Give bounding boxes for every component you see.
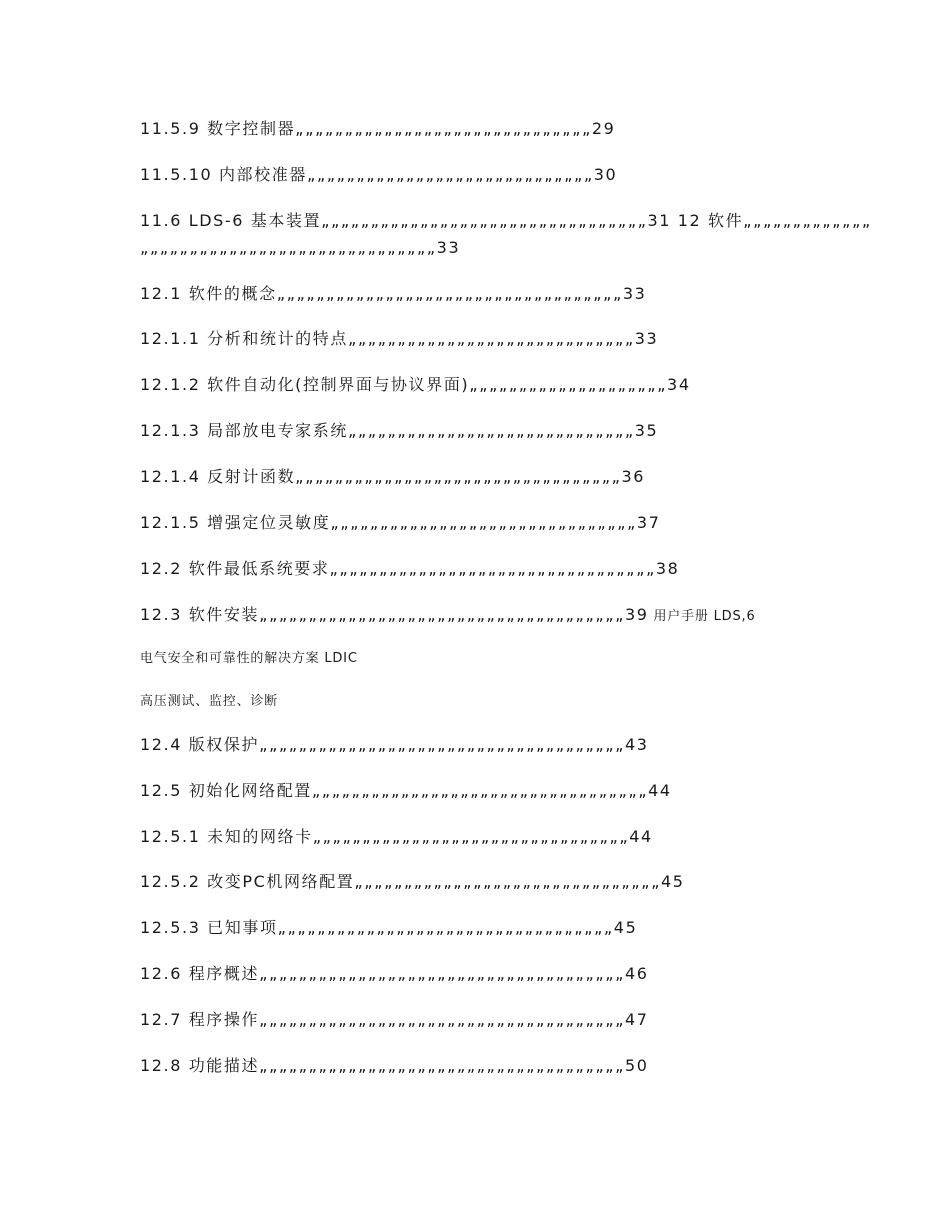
toc-entry-12-1: 12.1 软件的概念„„„„„„„„„„„„„„„„„„„„„„„„„„„„„„„„„„„33 bbox=[140, 284, 647, 303]
toc-entry-12-1-3: 12.1.3 局部放电专家系统„„„„„„„„„„„„„„„„„„„„„„„„„„„„„35 bbox=[140, 421, 659, 440]
toc-entry-12-continuation: „„„„„„„„„„„„„„„„„„„„„„„„„„„„„„33 bbox=[140, 238, 461, 257]
running-header-subtitle: 高压测试、监控、诊断 bbox=[140, 694, 279, 709]
toc-entry-11-6: 11.6 LDS-6 基本装置„„„„„„„„„„„„„„„„„„„„„„„„„„„„„„„„„31 12 软件„„„„„„„„„„„„„ bbox=[140, 211, 872, 230]
toc-entry-11-5-10: 11.5.10 内部校准器„„„„„„„„„„„„„„„„„„„„„„„„„„„„„30 bbox=[140, 165, 618, 184]
toc-entry-12-5: 12.5 初始化网络配置„„„„„„„„„„„„„„„„„„„„„„„„„„„„„„„„„„44 bbox=[140, 781, 672, 800]
running-header-company: 电气安全和可靠性的解决方案 LDIC bbox=[140, 651, 358, 666]
toc-entry-12-1-4: 12.1.4 反射计函数„„„„„„„„„„„„„„„„„„„„„„„„„„„„„„„„„36 bbox=[140, 467, 646, 486]
toc-entry-12-4: 12.4 版权保护„„„„„„„„„„„„„„„„„„„„„„„„„„„„„„„„„„„„„43 bbox=[140, 735, 649, 754]
toc-entry-12-8: 12.8 功能描述„„„„„„„„„„„„„„„„„„„„„„„„„„„„„„„„„„„„„50 bbox=[140, 1056, 649, 1075]
toc-entry-12-2: 12.2 软件最低系统要求„„„„„„„„„„„„„„„„„„„„„„„„„„„„„„„„„38 bbox=[140, 559, 680, 578]
running-header-manual: 用户手册 LDS,6 bbox=[648, 609, 756, 624]
toc-entry-12-1-2: 12.1.2 软件自动化(控制界面与协议界面)„„„„„„„„„„„„„„„„„„„„34 bbox=[140, 375, 691, 394]
toc-entry-12-5-1: 12.5.1 未知的网络卡„„„„„„„„„„„„„„„„„„„„„„„„„„„„„„„„44 bbox=[140, 827, 653, 846]
toc-entry-12-5-3: 12.5.3 已知事项„„„„„„„„„„„„„„„„„„„„„„„„„„„„„„„„„„45 bbox=[140, 918, 638, 937]
toc-entry-12-5-2: 12.5.2 改变PC机网络配置„„„„„„„„„„„„„„„„„„„„„„„„„„„„„„„45 bbox=[140, 872, 685, 891]
toc-entry-12-7: 12.7 程序操作„„„„„„„„„„„„„„„„„„„„„„„„„„„„„„„„„„„„„47 bbox=[140, 1010, 649, 1029]
toc-entry-12-6: 12.6 程序概述„„„„„„„„„„„„„„„„„„„„„„„„„„„„„„„„„„„„„46 bbox=[140, 964, 649, 983]
toc-entry-12-3 bbox=[140, 605, 756, 627]
toc-entry-12-3-text: 12.3 软件安装„„„„„„„„„„„„„„„„„„„„„„„„„„„„„„„„„„„„„39 bbox=[140, 605, 649, 624]
toc-entry-12-1-1: 12.1.1 分析和统计的特点„„„„„„„„„„„„„„„„„„„„„„„„„„„„„33 bbox=[140, 329, 659, 348]
toc-entry-12-1-5: 12.1.5 增强定位灵敏度„„„„„„„„„„„„„„„„„„„„„„„„„„„„„„„37 bbox=[140, 513, 661, 532]
toc-entry-11-5-9: 11.5.9 数字控制器„„„„„„„„„„„„„„„„„„„„„„„„„„„„„„29 bbox=[140, 119, 616, 138]
